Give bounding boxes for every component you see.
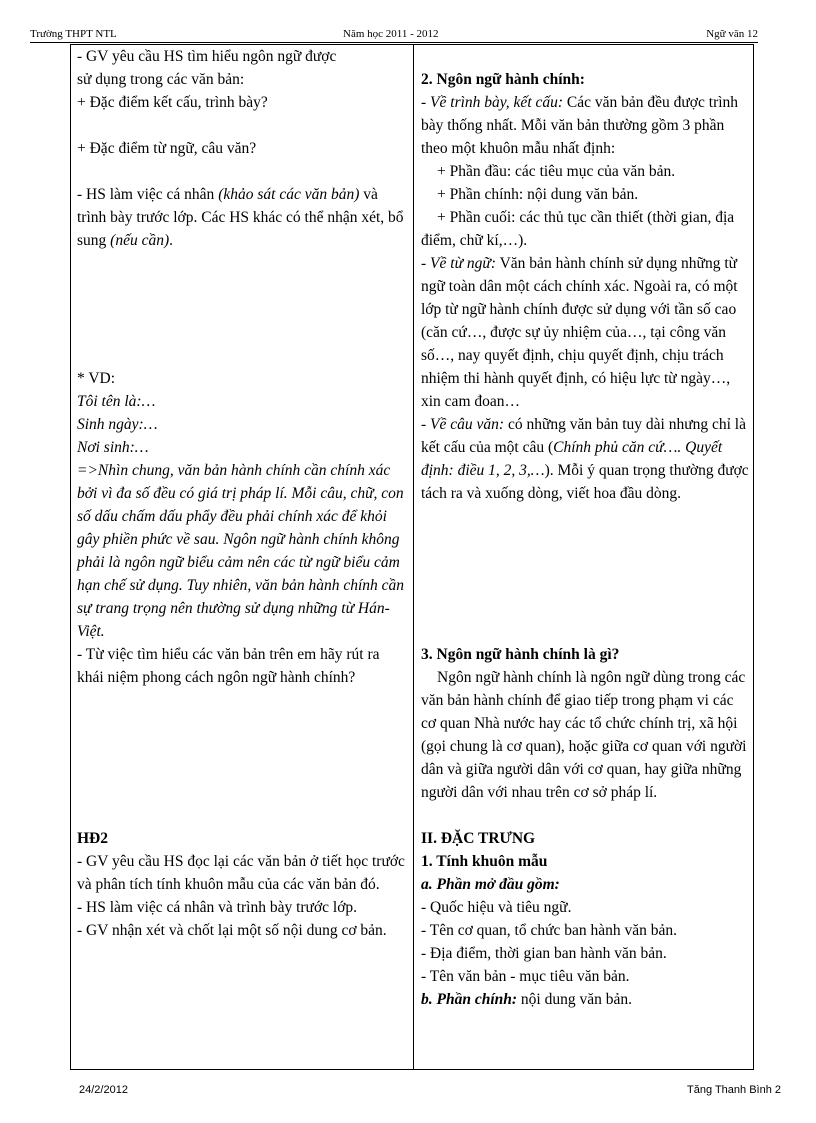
spacer [77,735,405,758]
spacer [421,551,751,574]
spacer [421,528,751,551]
spacer [77,804,405,827]
part-head: + Phần đầu: các tiêu mục của văn bản. [437,163,676,180]
lesson-table [70,44,754,1070]
spacer [421,574,751,597]
q1-line1: - GV yêu cầu HS tìm hiểu ngôn ngữ được [77,48,337,65]
section-2-title: 2. Ngôn ngữ hành chính: [421,71,585,88]
opening-item-1: - Quốc hiệu và tiêu ngữ. [421,899,572,916]
hd2-step-2: - HS làm việc cá nhân và trình bày trước lớp. [77,899,358,916]
spacer [77,781,405,804]
spacer [77,160,405,183]
hd2-step-3: - GV nhận xét và chốt lại một số nội dung cơ bản. [77,922,387,939]
hd2-heading: HĐ2 [77,830,108,847]
spacer [77,114,405,137]
wording-paragraph: - Về từ ngữ: Văn bản hành chính sử dụng những từ ngữ toàn dân một cách chính xác. Ngoài ra, có một lớp từ ngữ hành chính được sử dụng với tần số cao (căn cứ…, được sự ủy nhiệm của…, tại công văn số…, nay quyết định, chịu quyết định, chịu trách nhiệm thi hành quyết định, có hiệu lực từ ngày…, xin cam đoan… [421,255,738,410]
example-note: =>Nhìn chung, văn bản hành chính cần chính xác bởi vì đa số đều có giá trị pháp lí. Mỗi câu, chữ, con số dấu chấm dấu phẩy đều phải chính xác để khỏi gây phiền phức về sau. Ngôn ngữ hành chính không phải là ngôn ngữ biểu cảm nên các từ ngữ biểu cảm hạn chế sử dụng. Tuy nhiên, văn bản hành chính cần sự trang trọng nên thường sử dụng những từ Hán- Việt. [77,462,405,640]
q1-structure: + Đặc điểm kết cấu, trình bày? [77,94,268,111]
page-header [30,26,758,43]
spacer [421,505,751,528]
q1-wording: + Đặc điểm từ ngữ, câu văn? [77,140,257,157]
opening-item-2: - Tên cơ quan, tổ chức ban hành văn bản. [421,922,678,939]
example-label: * VD: [77,370,116,387]
spacer [77,252,405,275]
hd2-step-1: - GV yêu cầu HS đọc lại các văn bản ở tiết học trước và phân tích tính khuôn mẫu của các văn bản đó. [77,853,405,893]
spacer [421,620,751,643]
footer-date: 24/2/2012 [79,1084,128,1096]
part-end: + Phần cuối: các thủ tục cần thiết (thời gian, địa điểm, chữ kí,…). [421,209,735,249]
section-3-title: 3. Ngôn ngữ hành chính là gì? [421,646,620,663]
spacer [421,45,751,68]
section-ii-b: b. Phần chính: nội dung văn bản. [421,991,632,1008]
example-line-3: Nơi sinh:… [77,439,149,456]
spacer [77,344,405,367]
sentence-paragraph: - Về câu văn: có những văn bản tuy dài nhưng chỉ là kết cấu của một câu (Chính phủ căn cứ…. Quyết định: điều 1, 2, 3,…). Mỗi ý quan trọng thường được tách ra và xuống dòng, viết hoa đầu dòng. [421,416,749,502]
section-3-definition: Ngôn ngữ hành chính là ngôn ngữ dùng trong các văn bản hành chính để giao tiếp trong phạm vi các cơ quan Nhà nước hay các tổ chức chính trị, xã hội (gọi chung là cơ quan), hoặc giữa cơ quan với người dân và giữa người dân với cơ quan, hay giữa những người dân với nhau trên cơ sở pháp lí. [421,669,747,801]
footer-author-page: Tăng Thanh Bình 2 [687,1084,781,1096]
example-line-2: Sinh ngày:… [77,416,158,433]
spacer [77,758,405,781]
spacer [77,298,405,321]
lesson-content [421,45,751,1011]
spacer [77,321,405,344]
section-ii-title: II. ĐẶC TRƯNG [421,830,536,847]
example-line-1: Tôi tên là:… [77,393,156,410]
teacher-student-activities [77,45,405,942]
part-main: + Phần chính: nội dung văn bản. [437,186,639,203]
column-divider [413,45,414,1069]
spacer [77,275,405,298]
spacer [77,689,405,712]
spacer [421,804,751,827]
header-school: Trường THPT NTL [30,28,117,40]
section-ii-1-title: 1. Tính khuôn mẫu [421,853,548,870]
q1-line2: sử dụng trong các văn bản: [77,71,245,88]
q2-question: - Từ việc tìm hiểu các văn bản trên em hãy rút ra khái niệm phong cách ngôn ngữ hành chính? [77,646,380,686]
section-ii-a-title: a. Phần mở đầu gồm: [421,876,560,893]
hs-activity: - HS làm việc cá nhân (khảo sát các văn bản) và trình bày trước lớp. Các HS khác có thể nhận xét, bổ sung (nếu cần). [77,186,404,249]
layout-paragraph: - Về trình bày, kết cấu: Các văn bản đều được trình bày thống nhất. Mỗi văn bản thường gồm 3 phần theo một khuôn mẫu nhất định: [421,94,739,157]
opening-item-3: - Địa điểm, thời gian ban hành văn bản. [421,945,667,962]
header-subject: Ngữ văn 12 [706,28,758,40]
header-school-year: Năm học 2011 - 2012 [343,28,439,40]
opening-item-4: - Tên văn bản - mục tiêu văn bản. [421,968,630,985]
spacer [77,712,405,735]
spacer [421,597,751,620]
